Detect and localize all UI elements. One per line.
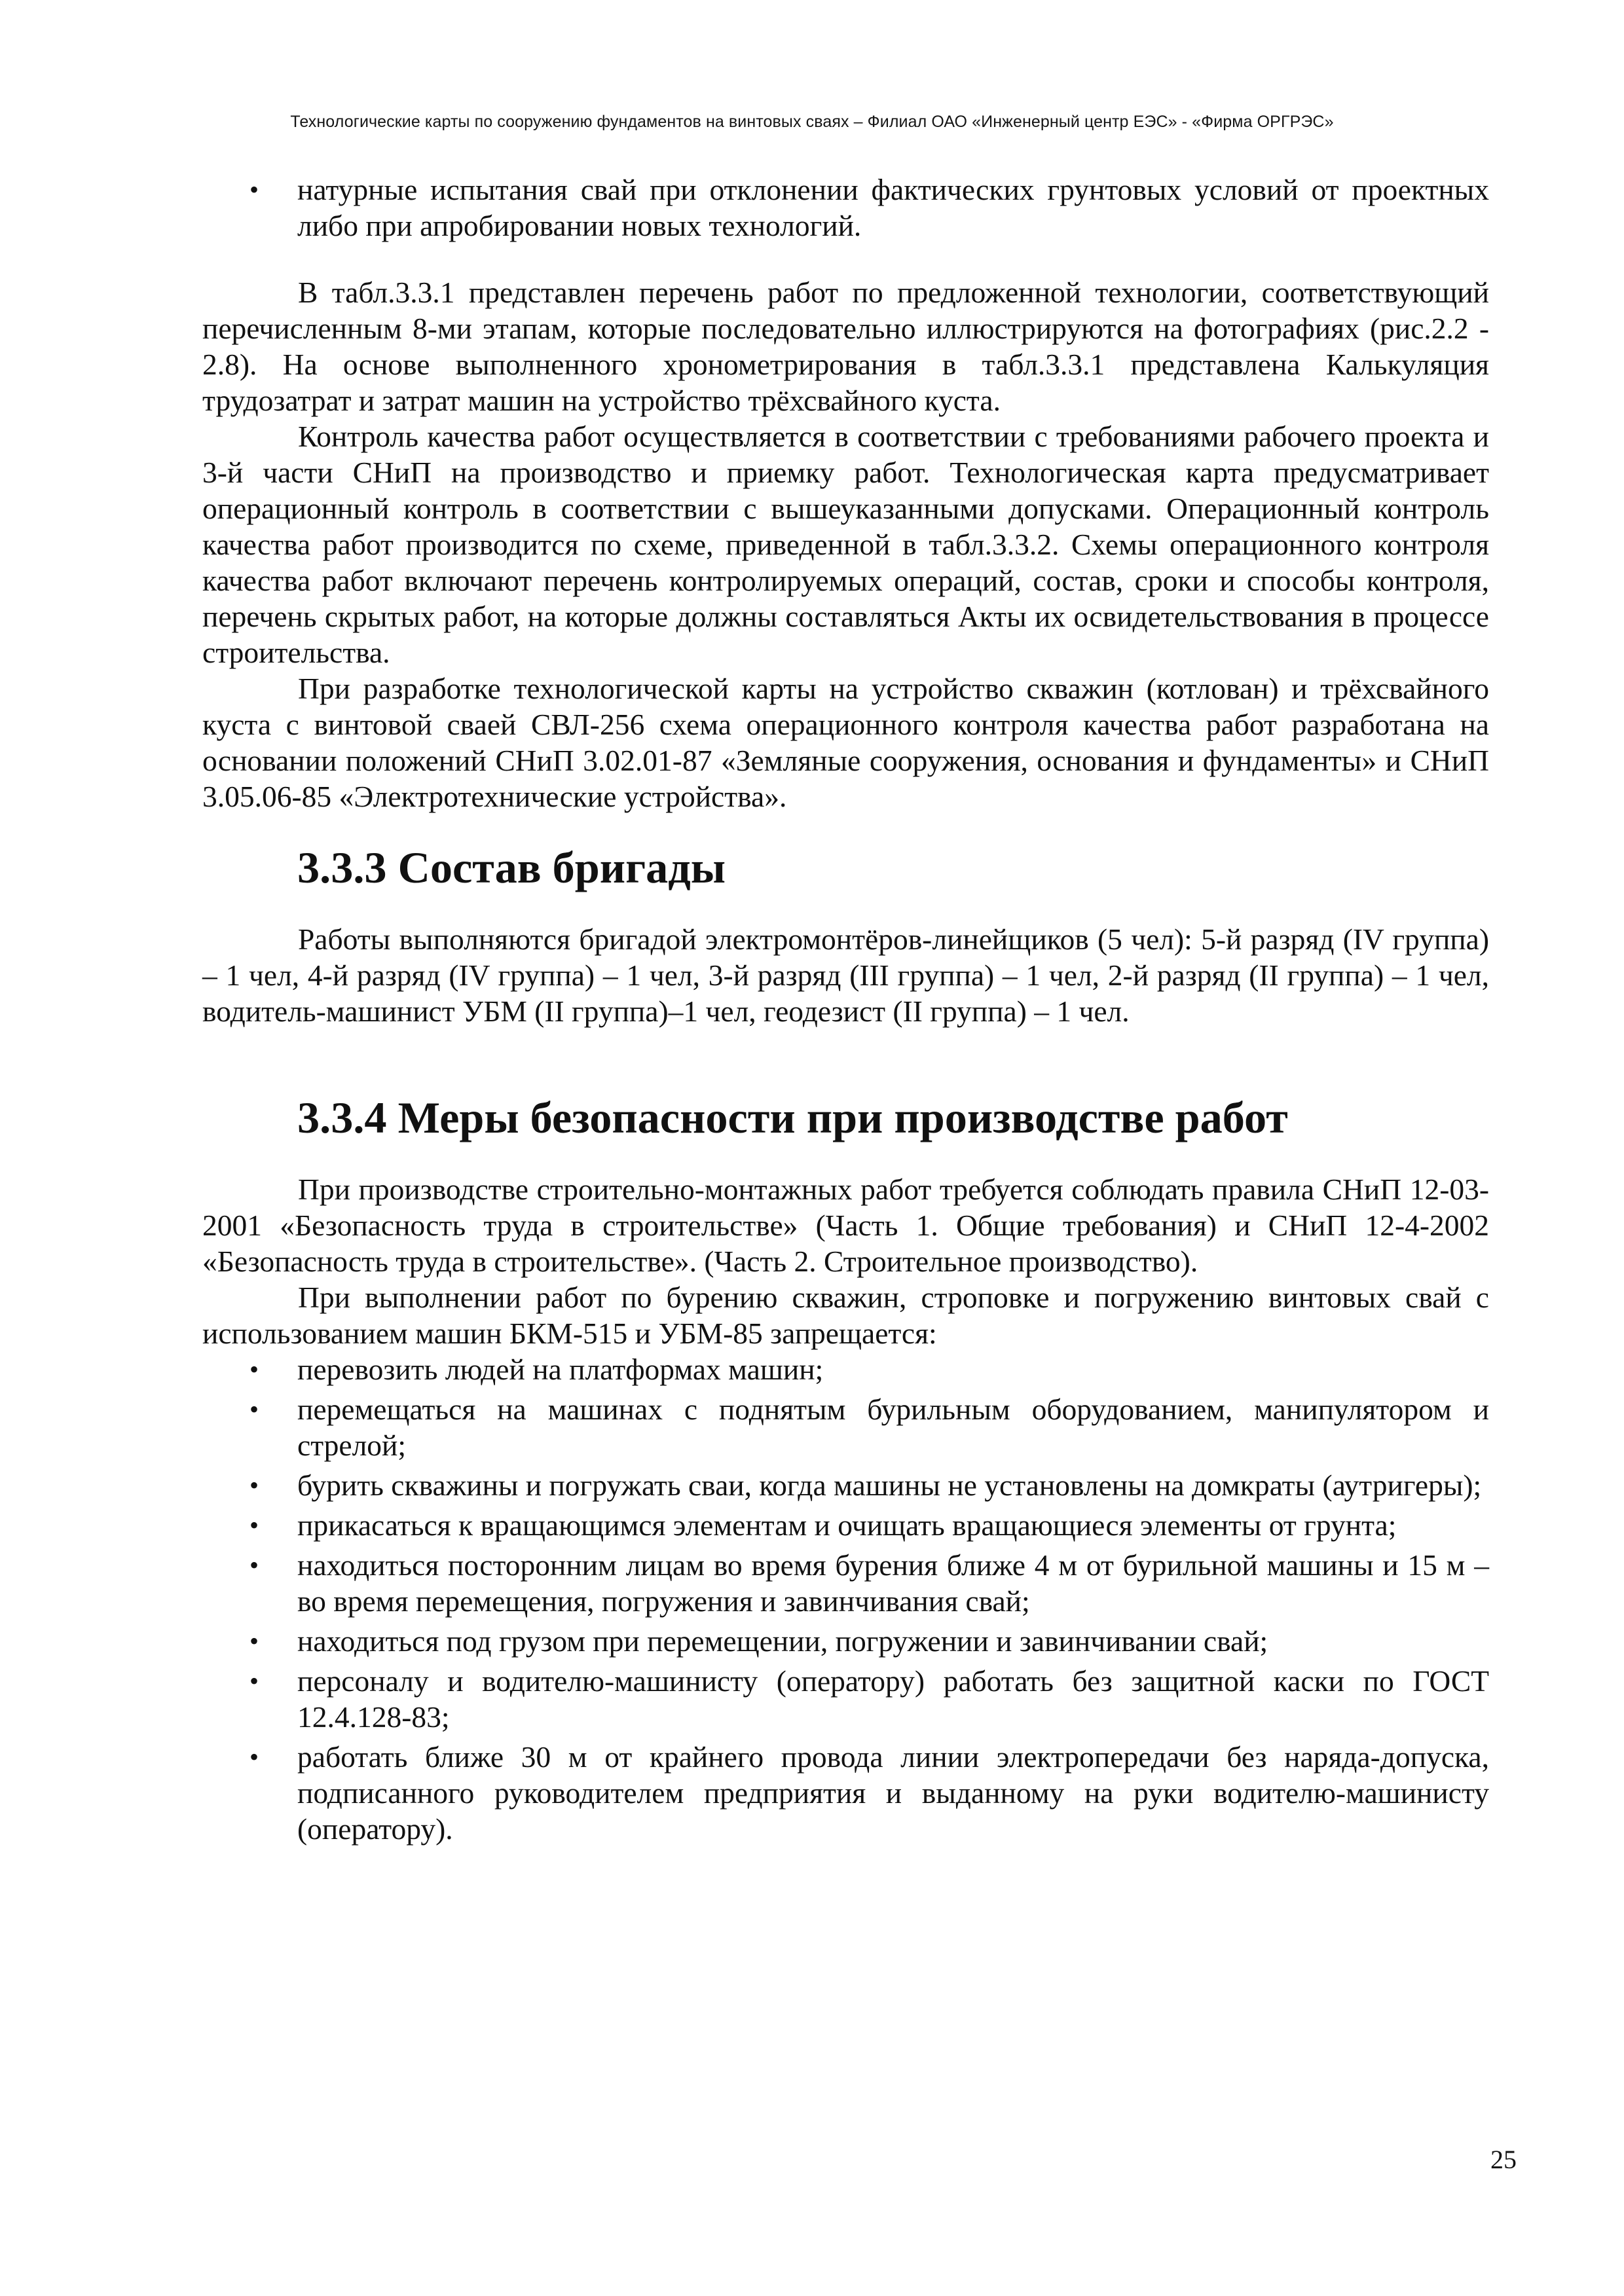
bullet-icon: • xyxy=(249,1355,259,1384)
list-item xyxy=(202,1351,1489,1387)
list-item-text: бурить скважины и погружать сваи, когда машины не установлены на домкраты (аутригеры); xyxy=(297,1468,1482,1502)
running-header: Технологические карты по сооружению фундаментов на винтовых сваях – Филиал ОАО «Инженерный центр ЕЭС» - «Фирма ОРГРЭС» xyxy=(290,113,1334,131)
list-item xyxy=(202,1391,1489,1463)
page-content xyxy=(202,172,1489,1851)
list-item-text: прикасаться к вращающимся элементам и очищать вращающиеся элементы от грунта; xyxy=(297,1508,1397,1542)
bullet-icon: • xyxy=(249,1550,259,1580)
list-item-text: находиться под грузом при перемещении, погружении и завинчивании свай; xyxy=(297,1624,1268,1658)
list-item xyxy=(202,1467,1489,1503)
bullet-icon: • xyxy=(249,1626,259,1656)
list-item-text: работать ближе 30 м от крайнего провода линии электропередачи без наряда-допуска, подписанного руководителем предприятия и выданному на руки водителю-машинисту (оператору). xyxy=(297,1740,1489,1846)
list-item xyxy=(202,1507,1489,1543)
list-item-text: перевозить людей на платформах машин; xyxy=(297,1353,824,1386)
list-item xyxy=(202,1547,1489,1619)
section-heading-3-3-3: 3.3.3 Состав бригады xyxy=(297,843,726,892)
intro-bullet-list xyxy=(202,172,1489,244)
bullet-icon: • xyxy=(249,1666,259,1696)
page-number: 25 xyxy=(1490,2145,1517,2174)
list-item xyxy=(202,1663,1489,1735)
paragraph: При разработке технологической карты на устройство скважин (котлован) и трёхсвайного куста с винтовой сваей СВЛ-256 схема операционного контроля качества работ разработана на основании положений СНиП 3.02.01-87 «Земляные сооружения, основания и фундаменты» и СНиП 3.05.06-85 «Электротехнические устройства». xyxy=(202,672,1489,813)
bullet-icon: • xyxy=(249,1470,259,1500)
list-item xyxy=(202,172,1489,244)
safety-bullet-list xyxy=(202,1351,1489,1847)
list-item-text: находиться посторонним лицам во время бурения ближе 4 м от бурильной машины и 15 м – во время перемещения, погружения и завинчивания свай; xyxy=(297,1548,1489,1618)
list-item-text: натурные испытания свай при отклонении фактических грунтовых условий от проектных либо при апробировании новых технологий. xyxy=(297,173,1489,242)
paragraph: При производстве строительно-монтажных работ требуется соблюдать правила СНиП 12-03-2001 «Безопасность труда в строительстве» (Часть 1. Общие требования) и СНиП 12-4-2002 «Безопасность труда в строительстве». (Часть 2. Строительное производство). xyxy=(202,1173,1489,1278)
bullet-icon: • xyxy=(249,1742,259,1772)
list-item-text: перемещаться на машинах с поднятым бурильным оборудованием, манипулятором и стрелой; xyxy=(297,1393,1489,1462)
paragraph: В табл.3.3.1 представлен перечень работ по предложенной технологии, соответствующий перечисленным 8-ми этапам, которые последовательно иллюстрируются на фотографиях (рис.2.2 - 2.8). На основе выполненного хронометрирования в табл.3.3.1 представлена Калькуляция трудозатрат и затрат машин на устройство трёхсвайного куста. xyxy=(202,276,1489,417)
paragraph: Контроль качества работ осуществляется в соответствии с требованиями рабочего проекта и 3-й части СНиП на производство и приемку работ. Технологическая карта предусматривает операционный контроль в соответствии с вышеуказанными допусками. Операционный контроль качества работ производится по схеме, приведенной в табл.3.3.2. Схемы операционного контроля качества работ включают перечень контролируемых операций, состав, сроки и способы контроля, перечень скрытых работ, на которые должны составляться Акты их освидетельствования в процессе строительства. xyxy=(202,420,1489,669)
bullet-icon: • xyxy=(249,1510,259,1540)
paragraph: При выполнении работ по бурению скважин, строповке и погружению винтовых свай с использованием машин БКМ-515 и УБМ-85 запрещается: xyxy=(202,1281,1489,1350)
list-item xyxy=(202,1739,1489,1847)
section-heading-3-3-4: 3.3.4 Меры безопасности при производстве работ xyxy=(297,1093,1288,1142)
bullet-icon: • xyxy=(249,1394,259,1424)
bullet-icon: • xyxy=(249,175,259,204)
list-item xyxy=(202,1623,1489,1659)
list-item-text: персоналу и водителю-машинисту (оператору) работать без защитной каски по ГОСТ 12.4.128-83; xyxy=(297,1664,1489,1734)
paragraph: Работы выполняются бригадой электромонтёров-линейщиков (5 чел): 5-й разряд (IV группа) – 1 чел, 4-й разряд (IV группа) – 1 чел, 3-й разряд (III группа) – 1 чел, 2-й разряд (II группа) – 1 чел, водитель-машинист УБМ (II группа)–1 чел, геодезист (II группа) – 1 чел. xyxy=(202,922,1489,1028)
